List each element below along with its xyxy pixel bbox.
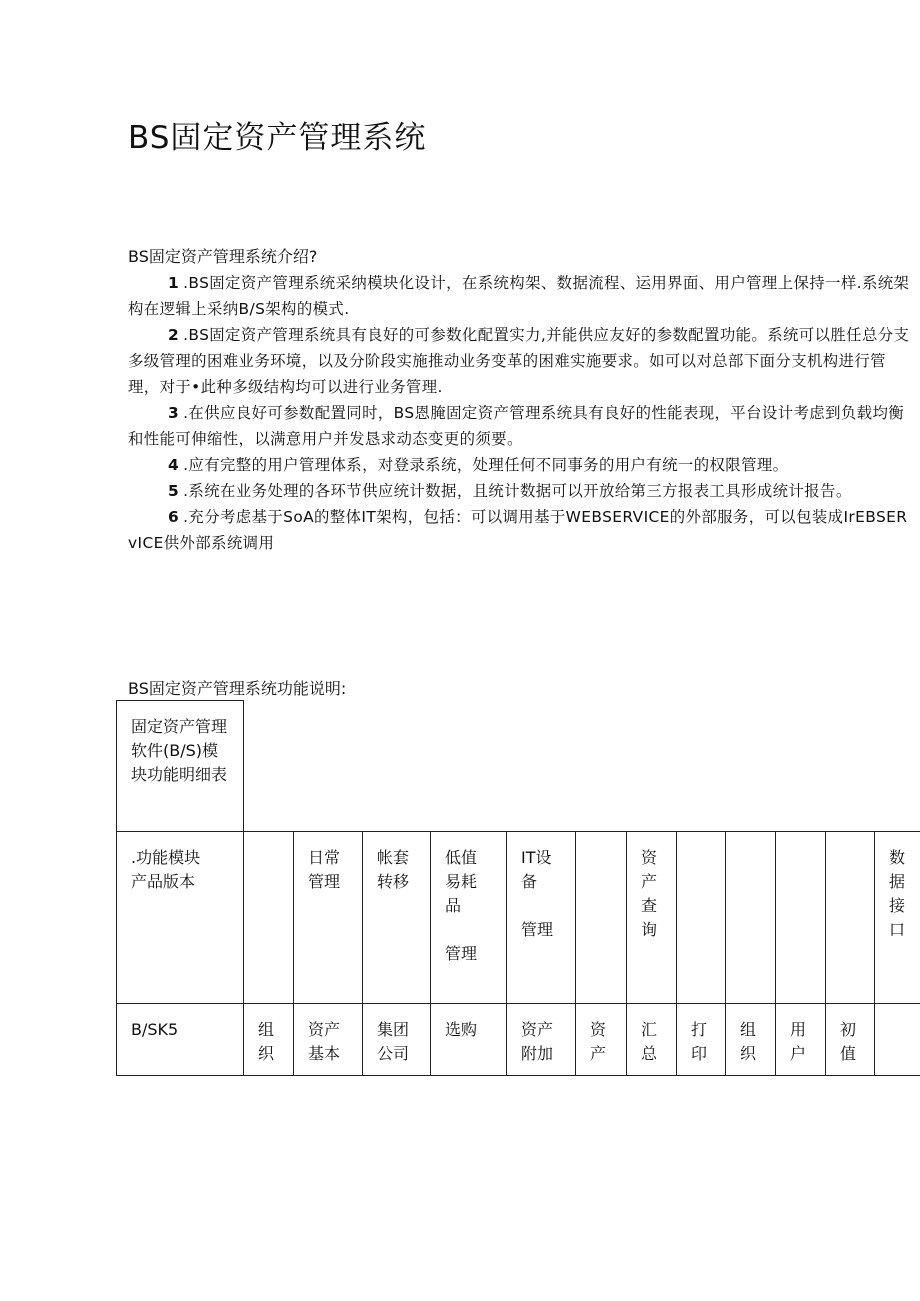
caption-text: 固定资产管理 软件(B/S)模 块功能明细表 (131, 717, 228, 784)
header-cell-daily (294, 832, 363, 1004)
caption-cell (117, 701, 244, 832)
header-cell-11 (776, 832, 826, 1004)
header-text: 数 据 接 口 (889, 848, 906, 939)
paragraph-text: .BS固定资产管理系统采纳模块化设计，在系统构架、数据流程、运用界面、用户管理上保持一样.系统架构在逻辑上采纳B/S架构的模式. (128, 274, 910, 318)
function-heading: BS固定资产管理系统功能说明: (128, 679, 347, 698)
paragraph-text: .BS固定资产管理系统具有良好的可参数化配置实力,并能供应友好的参数配置功能。系统可以胜任总分支多级管理的困难业务环境，以及分阶段实施推动业务变革的困难实施要求。如可以对总部下面分支机构进行管理，对于•此种多级结构均可以进行业务管理. (128, 326, 910, 396)
header-cell-account (363, 832, 431, 1004)
paragraph-3 (128, 400, 912, 452)
header-cell-module (117, 832, 244, 1004)
cell-text: 初 值 (840, 1020, 857, 1063)
header-row (117, 832, 920, 1004)
paragraph-number: 2 (168, 326, 180, 344)
paragraph-number: 5 (168, 482, 180, 500)
header-text: 帐套 转移 (377, 848, 410, 891)
table-cell (244, 1004, 294, 1076)
cell-text: B/SK5 (131, 1020, 179, 1039)
header-text: 低值 易耗 品 管理 (445, 848, 478, 963)
cell-text: 资 产 (590, 1020, 607, 1063)
table-cell (776, 1004, 826, 1076)
paragraph-6 (128, 504, 912, 556)
header-text: 资 产 查 询 (641, 848, 658, 939)
paragraph-number: 6 (168, 508, 180, 526)
header-cell-12 (826, 832, 875, 1004)
document-title: BS固定资产管理系统 (128, 120, 427, 156)
intro-paragraphs (128, 270, 912, 556)
table-cell (677, 1004, 726, 1076)
paragraph-text: .应有完整的用户管理体系，对登录系统，处理任何不同事务的用户有统一的权限管理。 (183, 456, 789, 474)
table-cell (875, 1004, 920, 1076)
cell-text: 集团 公司 (377, 1020, 410, 1063)
table-cell (627, 1004, 677, 1076)
caption-row (117, 701, 920, 832)
cell-text: 资产 附加 (521, 1020, 554, 1063)
paragraph-text: .系统在业务处理的各环节供应统计数据，且统计数据可以开放给第三方报表工具形成统计报告。 (183, 482, 852, 500)
cell-text: 资产 基本 (308, 1020, 341, 1063)
table-cell (507, 1004, 576, 1076)
paragraph-1 (128, 270, 912, 322)
caption-blank-area (244, 701, 920, 832)
header-cell-it (507, 832, 576, 1004)
paragraph-number: 1 (168, 274, 180, 292)
paragraph-text: .在供应良好可参数配置同时，BS恩腌固定资产管理系统具有良好的性能表现，平台设计考虑到负载均衡和性能可伸缩性，以满意用户并发恳求动态变更的须要。 (128, 404, 905, 448)
table-cell (431, 1004, 507, 1076)
header-cell-9 (677, 832, 726, 1004)
table-cell (576, 1004, 627, 1076)
header-cell-2 (244, 832, 294, 1004)
header-text: 日常 管理 (308, 848, 341, 891)
paragraph-number: 3 (168, 404, 180, 422)
paragraph-2 (128, 322, 912, 400)
intro-heading: BS固定资产管理系统介绍? (128, 247, 318, 266)
header-cell-7 (576, 832, 627, 1004)
function-table (116, 700, 920, 1076)
table-cell (726, 1004, 776, 1076)
paragraph-4 (128, 452, 912, 478)
cell-text: 组 织 (740, 1020, 757, 1063)
paragraph-5 (128, 478, 912, 504)
cell-text: 打 印 (691, 1020, 708, 1063)
table-cell-version (117, 1004, 244, 1076)
header-cell-interface (875, 832, 920, 1004)
data-row (117, 1004, 920, 1076)
paragraph-number: 4 (168, 456, 180, 474)
cell-text: 汇 总 (641, 1020, 658, 1063)
table-cell (294, 1004, 363, 1076)
table-cell (363, 1004, 431, 1076)
cell-text: 组 织 (258, 1020, 275, 1063)
header-text: .功能模块 产品版本 (131, 848, 201, 891)
table-cell (826, 1004, 875, 1076)
header-cell-10 (726, 832, 776, 1004)
cell-text: 选购 (445, 1020, 478, 1039)
cell-text: 用 户 (790, 1020, 807, 1063)
paragraph-text: .充分考虑基于SoA的整体IT架构，包括：可以调用基于WEBSERVICE的外部服务，可以包装成IrEBSERvICE供外部系统调用 (128, 508, 908, 552)
header-cell-query (627, 832, 677, 1004)
header-text: IT设 备 管理 (521, 848, 554, 939)
function-table-container (116, 700, 920, 1078)
header-cell-consumables (431, 832, 507, 1004)
